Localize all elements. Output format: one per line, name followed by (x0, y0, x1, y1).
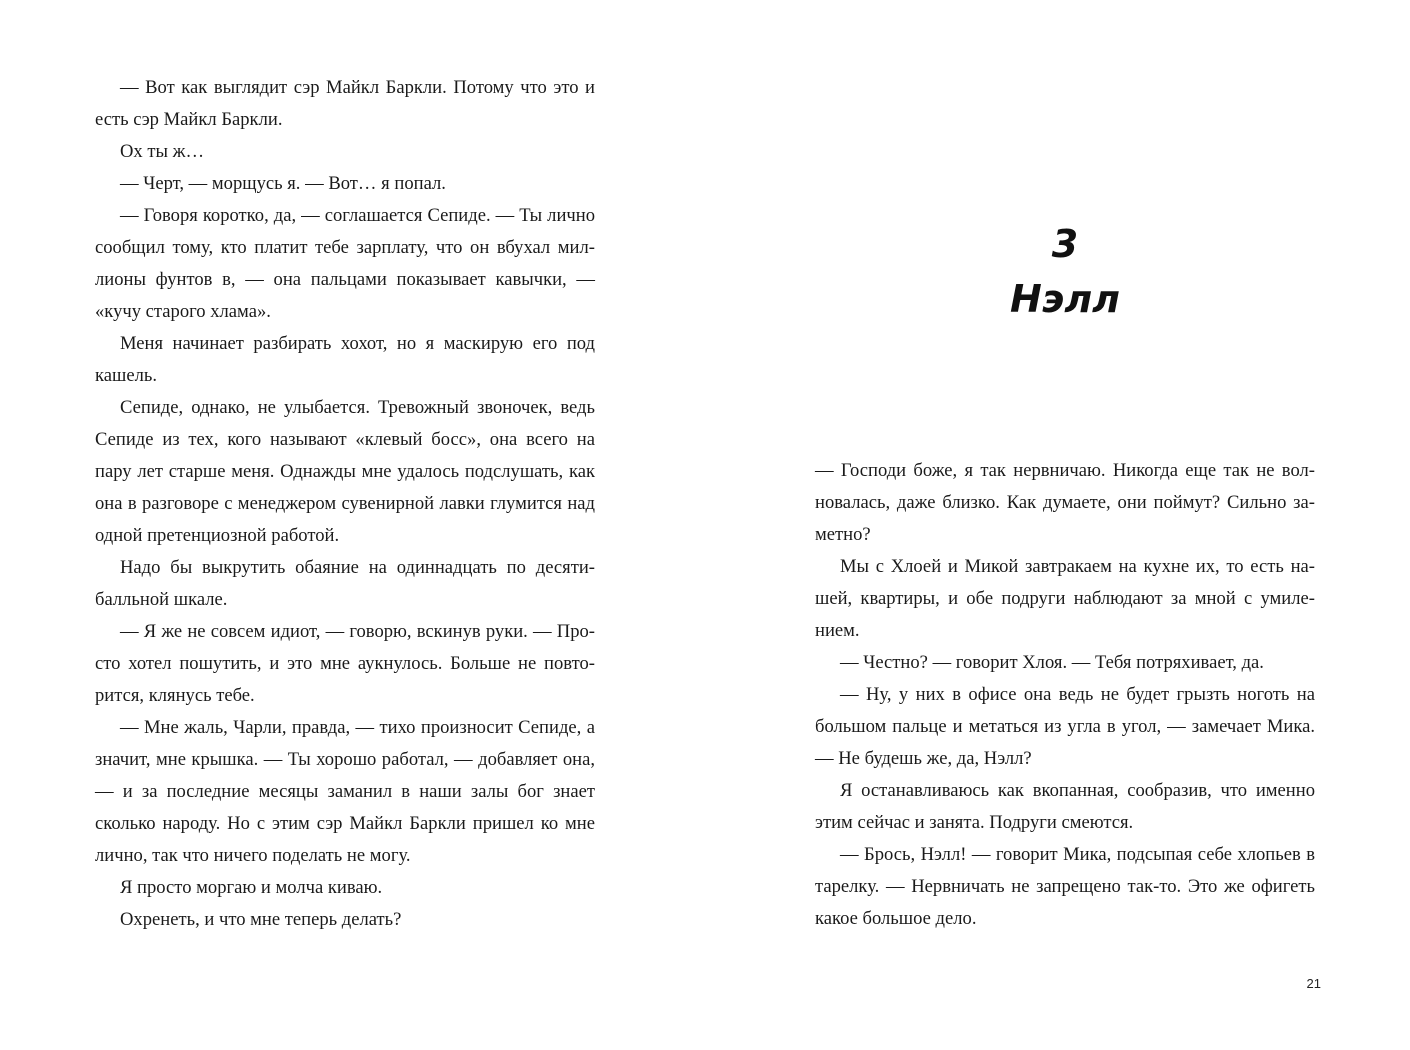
paragraph: — Брось, Нэлл! — говорит Мика, подсыпая себе хлопьев в тарелку. — Нервничать не запрещено так-то. Это же офигеть какое большое дело. (815, 844, 1315, 929)
paragraph: — Господи боже, я так нервничаю. Никогда еще так не волновалась, даже близко. Как думаете, они поймут? Сильно заметно? (815, 460, 1315, 545)
paragraph: — Черт, — морщусь я. — Вот… я попал. (120, 173, 446, 194)
paragraph: — Я же не совсем идиот, — говорю, вскинув руки. — Просто хотел пошутить, и это мне аукнулось. Больше не повторится, клянусь тебе. (95, 621, 595, 706)
paragraph: Я останавливаюсь как вкопанная, сообразив, что именно этим сейчас и занята. Подруги смеются. (815, 780, 1315, 833)
paragraph: — Мне жаль, Чарли, правда, — тихо произносит Сепиде, а значит, мне крышка. — Ты хорошо работал, — добавляет она, — и за последние месяцы заманил в наши залы бог знает сколько народу. Но с этим сэр Майкл Баркли пришел ко мне лично, так что ничего поделать не могу. (95, 717, 595, 866)
right-page-text (815, 455, 1315, 935)
paragraph: Надо бы выкрутить обаяние на одиннадцать по десятибалльной шкале. (95, 557, 595, 610)
paragraph: — Говоря коротко, да, — соглашается Сепиде. — Ты лично сообщил тому, кто платит тебе зарплату, что он вбухал миллионы фунтов в, — она пальцами показывает кавычки, — «кучу старого хлама». (95, 205, 595, 322)
paragraph: — Ну, у них в офисе она ведь не будет грызть ноготь на большом пальце и метаться из угла в угол, — замечает Мика. — Не будешь же, да, Нэлл? (815, 684, 1315, 769)
paragraph: Мы с Хлоей и Микой завтракаем на кухне их, то есть нашей, квартиры, и обе подруги наблюдают за мной с умилением. (815, 556, 1315, 641)
page-number: 21 (1306, 976, 1321, 991)
left-page-text (95, 72, 595, 936)
paragraph: — Честно? — говорит Хлоя. — Тебя потряхивает, да. (840, 652, 1264, 673)
chapter-title: Нэлл (1010, 277, 1120, 321)
chapter-number: 3 (1051, 222, 1079, 266)
right-page (705, 0, 1410, 1050)
paragraph: Меня начинает разбирать хохот, но я маскирую его под кашель. (95, 333, 595, 386)
paragraph: — Вот как выглядит сэр Майкл Баркли. Потому что это и есть сэр Майкл Баркли. (95, 77, 595, 130)
paragraph: Охренеть, и что мне теперь делать? (120, 909, 402, 930)
paragraph: Сепиде, однако, не улыбается. Тревожный звоночек, ведь Сепиде из тех, кого называют «клевый босс», она всего на пару лет старше меня. Однажды мне удалось подслушать, как она в разговоре с менеджером сувенирной лавки глумится над одной претенциозной работой. (95, 397, 595, 546)
paragraph: Ох ты ж… (120, 141, 205, 162)
paragraph: Я просто моргаю и молча киваю. (120, 877, 383, 898)
